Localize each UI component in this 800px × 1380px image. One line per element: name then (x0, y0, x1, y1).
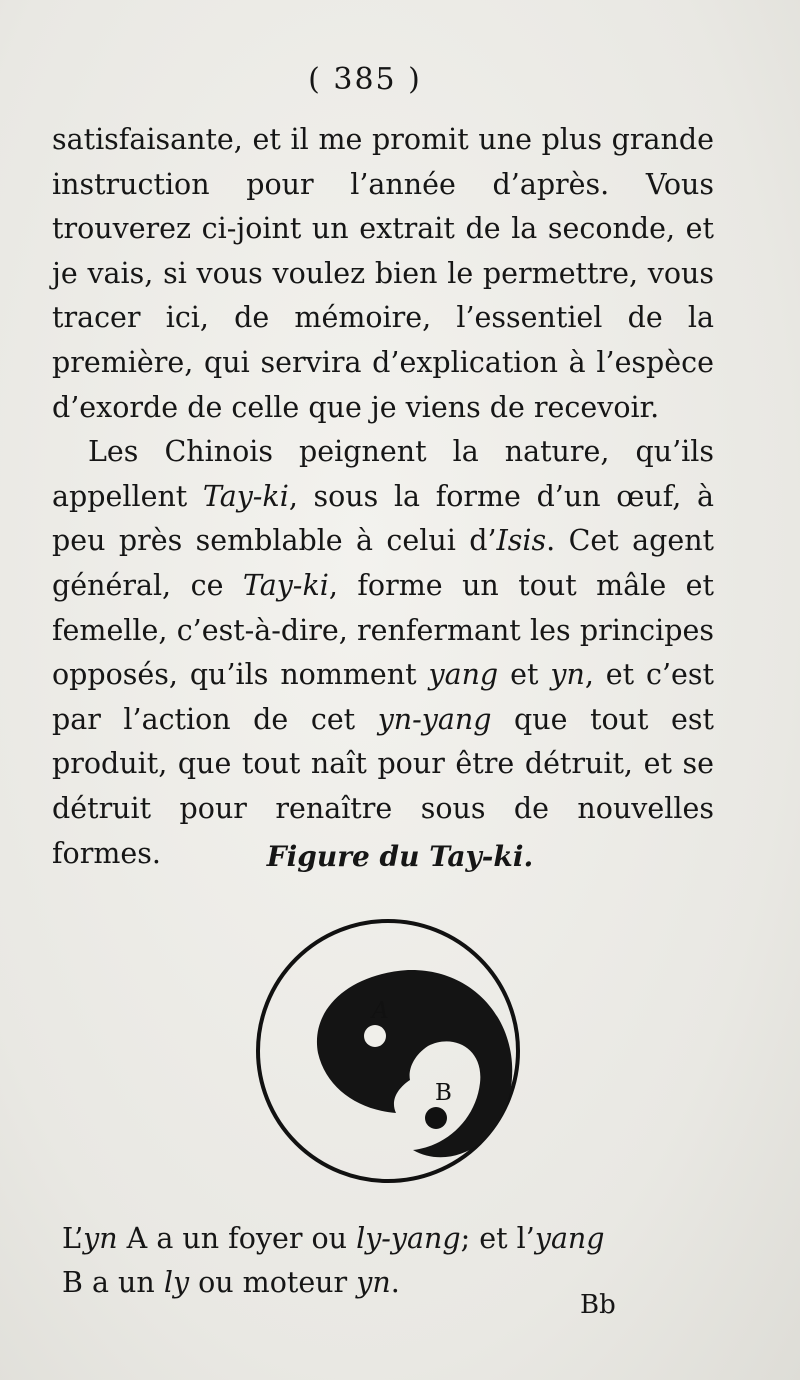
body-text (52, 118, 714, 876)
italic-term: yang (534, 1222, 605, 1255)
text-run: . Cet agent général, ce (52, 524, 715, 602)
italic-term: yn (356, 1266, 391, 1299)
label-a: A (372, 998, 389, 1024)
italic-term: ly (163, 1266, 190, 1299)
italic-term: Isis (496, 524, 547, 558)
italic-term: yang (428, 658, 499, 692)
text-run: A a un foyer ou (117, 1222, 357, 1255)
focus-a (364, 1025, 386, 1047)
italic-term: yn (550, 658, 585, 692)
signature-mark: Bb (580, 1290, 616, 1320)
text-run: B a un (62, 1266, 164, 1299)
text-run: et (498, 658, 551, 692)
legend-line-1 (62, 1217, 724, 1261)
tay-ki-figure (248, 918, 528, 1188)
text-run: ou moteur (189, 1266, 357, 1299)
text-run: . (390, 1266, 400, 1299)
italic-term: yn-yang (377, 702, 492, 736)
paragraph-1 (52, 118, 714, 430)
italic-term: ly-yang (356, 1222, 461, 1255)
text-run: , forme un tout mâle et femelle, c’est-à-dire, renfermant les principes opposés, qu’ils nomment (52, 568, 714, 692)
text-run: , et c’est par l’action de cet (52, 658, 714, 736)
text-run: ; et l’ (460, 1222, 535, 1255)
text-run: Les Chinois peignent la nature, qu’ils appellent (52, 435, 714, 513)
paragraph-2 (52, 430, 714, 876)
legend-line-2 (62, 1261, 724, 1305)
italic-term: Tay-ki (242, 568, 329, 602)
focus-b (425, 1107, 447, 1129)
text-run: , sous la forme d’un œuf, à peu près semblable à celui d’ (52, 479, 715, 558)
label-b: B (435, 1080, 452, 1106)
figure-caption: Figure du Tay-ki. (266, 840, 534, 873)
italic-term: yn (83, 1222, 118, 1255)
yin-shape (317, 970, 512, 1157)
italic-term: Tay-ki (202, 479, 289, 513)
page-number: ( 385 ) (308, 62, 422, 97)
figure-legend (62, 1217, 724, 1305)
text-run: que tout est produit, que tout naît pour être détruit, et se détruit pour renaître sous de nouvelles formes. (52, 702, 714, 870)
text-run: satisfaisante, et il me promit une plus grande instruction pour l’année d’après. Vous trouverez ci-joint un extrait de la seconde, et je vais, si vous voulez bien le permettre, vous tracer ici, de mémoire, l’essentiel de la première, qui servira d’explication à l’espèce d’exorde de celle que je viens de recevoir. (52, 123, 714, 424)
text-run: L’ (62, 1222, 84, 1255)
